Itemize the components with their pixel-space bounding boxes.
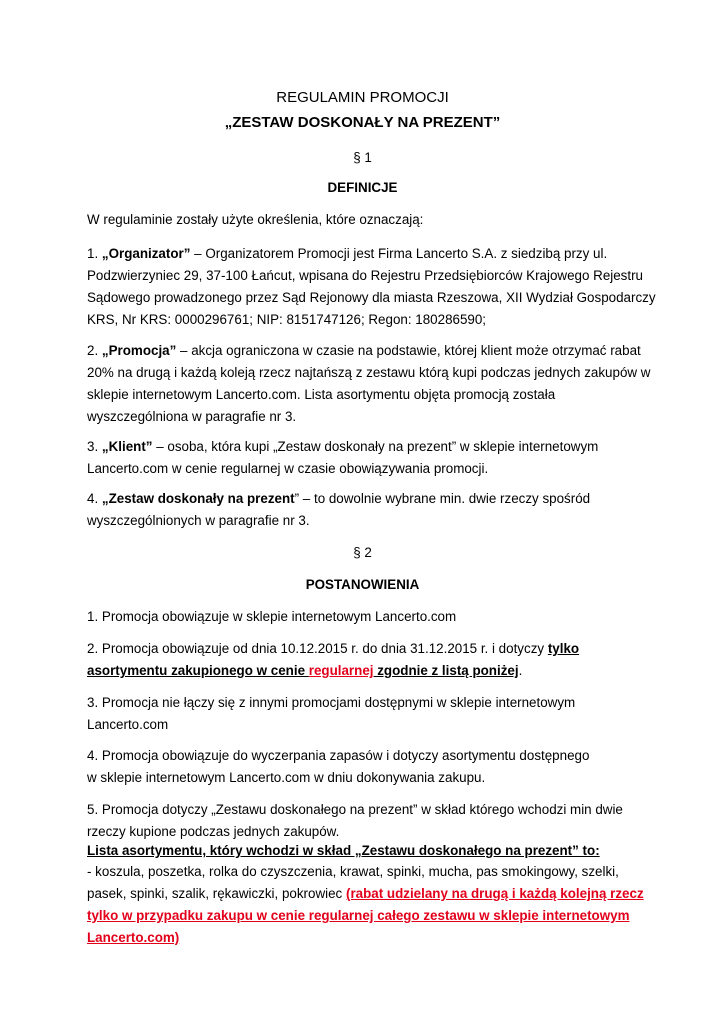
definition-text-line: 20% na drugą i każdą koleją rzecz najtańszą z zestawu którą kupi podczas jednych zakupów w — [87, 365, 651, 380]
provision-emphasis: zgodnie z listą poniżej — [373, 663, 519, 678]
provision-5: 5. Promocja dotyczy „Zestawu doskonałego na prezent” w skład którego wchodzi min dwie — [87, 802, 623, 817]
assortment-list-heading: Lista asortymentu, który wchodzi w skład „Zestawu doskonałego na prezent” to: — [87, 843, 600, 858]
definition-number: 4. — [87, 491, 102, 506]
promotion-name: „ZESTAW DOSKONAŁY NA PREZENT” — [224, 114, 501, 131]
definition-text-line: sklepie internetowym Lancerto.com. Lista asortymentu objęta promocją została — [87, 387, 556, 402]
provision-emphasis: tylko — [547, 641, 580, 656]
definition-text-line: wyszczególniona w paragrafie nr 3. — [87, 409, 297, 424]
definition-number: 1. — [87, 246, 102, 261]
definition-term: „Zestaw doskonały na prezent — [101, 491, 295, 506]
definition-organizer — [87, 243, 607, 265]
definition-client — [87, 436, 598, 458]
definition-promotion — [87, 340, 641, 362]
definition-term: „Organizator” — [101, 246, 191, 261]
definition-text-line: wyszczególnionych w paragrafie nr 3. — [87, 513, 310, 528]
provision-1: 1. Promocja obowiązuje w sklepie internetowym Lancerto.com — [87, 609, 457, 624]
definition-gift-set — [87, 488, 590, 510]
definition-text: – akcja ograniczona w czasie na podstawie, której klient może otrzymać rabat — [176, 343, 641, 358]
provision-3-line: Lancerto.com — [87, 717, 169, 732]
definition-text-line: Sądowego prowadzonego przez Sąd Rejonowy dla miasta Rzeszowa, XII Wydział Gospodarczy — [87, 290, 656, 305]
provision-4-line: w sklepie internetowym Lancerto.com w dniu dokonywania zakupu. — [87, 770, 486, 785]
provision-2 — [87, 638, 579, 660]
provision-emphasis: asortymentu zakupionego w cenie — [87, 663, 309, 678]
provision-4: 4. Promocja obowiązuje do wyczerpania zapasów i dotyczy asortymentu dostępnego — [87, 748, 590, 763]
provision-5-line: rzeczy kupione podczas jednych zakupów. — [87, 824, 340, 839]
definition-number: 3. — [87, 439, 102, 454]
provision-2-line — [87, 660, 522, 682]
discount-note: (rabat udzielany na drugą i każdą kolejną rzecz — [345, 886, 644, 901]
definition-number: 2. — [87, 343, 102, 358]
assortment-list-line — [87, 883, 644, 905]
definition-text-line: Podzwierzyniec 29, 37-100 Łańcut, wpisana do Rejestru Przedsiębiorców Krajowego Rejestru — [87, 268, 644, 283]
section-symbol-2: § 2 — [353, 545, 372, 560]
definition-text-line: Lancerto.com w cenie regularnej w czasie obowiązywania promocji. — [87, 461, 489, 476]
provision-highlight: regularnej — [308, 663, 374, 678]
section-symbol-1: § 1 — [353, 150, 372, 165]
definition-text: ” – to dowolnie wybrane min. dwie rzeczy spośród — [294, 491, 591, 506]
definition-text: – Organizatorem Promocji jest Firma Lancerto S.A. z siedzibą przy ul. — [190, 246, 608, 261]
definitions-intro: W regulaminie zostały użyte określenia, które oznaczają: — [87, 212, 424, 227]
document-title: REGULAMIN PROMOCJI — [276, 89, 449, 106]
definition-term: „Klient” — [101, 439, 153, 454]
assortment-list: - koszula, poszetka, rolka do czyszczenia, krawat, spinki, mucha, pas smokingowy, szelki, — [87, 864, 619, 879]
provision-text: 2. Promocja obowiązuje od dnia 10.12.2015 r. do dnia 31.12.2015 r. i dotyczy — [87, 641, 548, 656]
definition-text-line: KRS, Nr KRS: 0000296761; NIP: 8151747126; Regon: 180286590; — [87, 312, 487, 327]
provision-text: . — [518, 663, 523, 678]
section-heading-provisions: POSTANOWIENIA — [305, 577, 420, 592]
section-heading-definitions: DEFINICJE — [327, 180, 398, 195]
assortment-items: pasek, spinki, szalik, rękawiczki, pokrowiec — [87, 886, 346, 901]
discount-note-line: tylko w przypadku zakupu w cenie regularnej całego zestawu w sklepie internetowym — [87, 908, 630, 923]
definition-term: „Promocja” — [101, 343, 177, 358]
definition-text: – osoba, która kupi „Zestaw doskonały na prezent” w sklepie internetowym — [152, 439, 599, 454]
provision-3: 3. Promocja nie łączy się z innymi promocjami dostępnymi w sklepie internetowym — [87, 695, 576, 710]
discount-note-line: Lancerto.com) — [87, 930, 180, 945]
